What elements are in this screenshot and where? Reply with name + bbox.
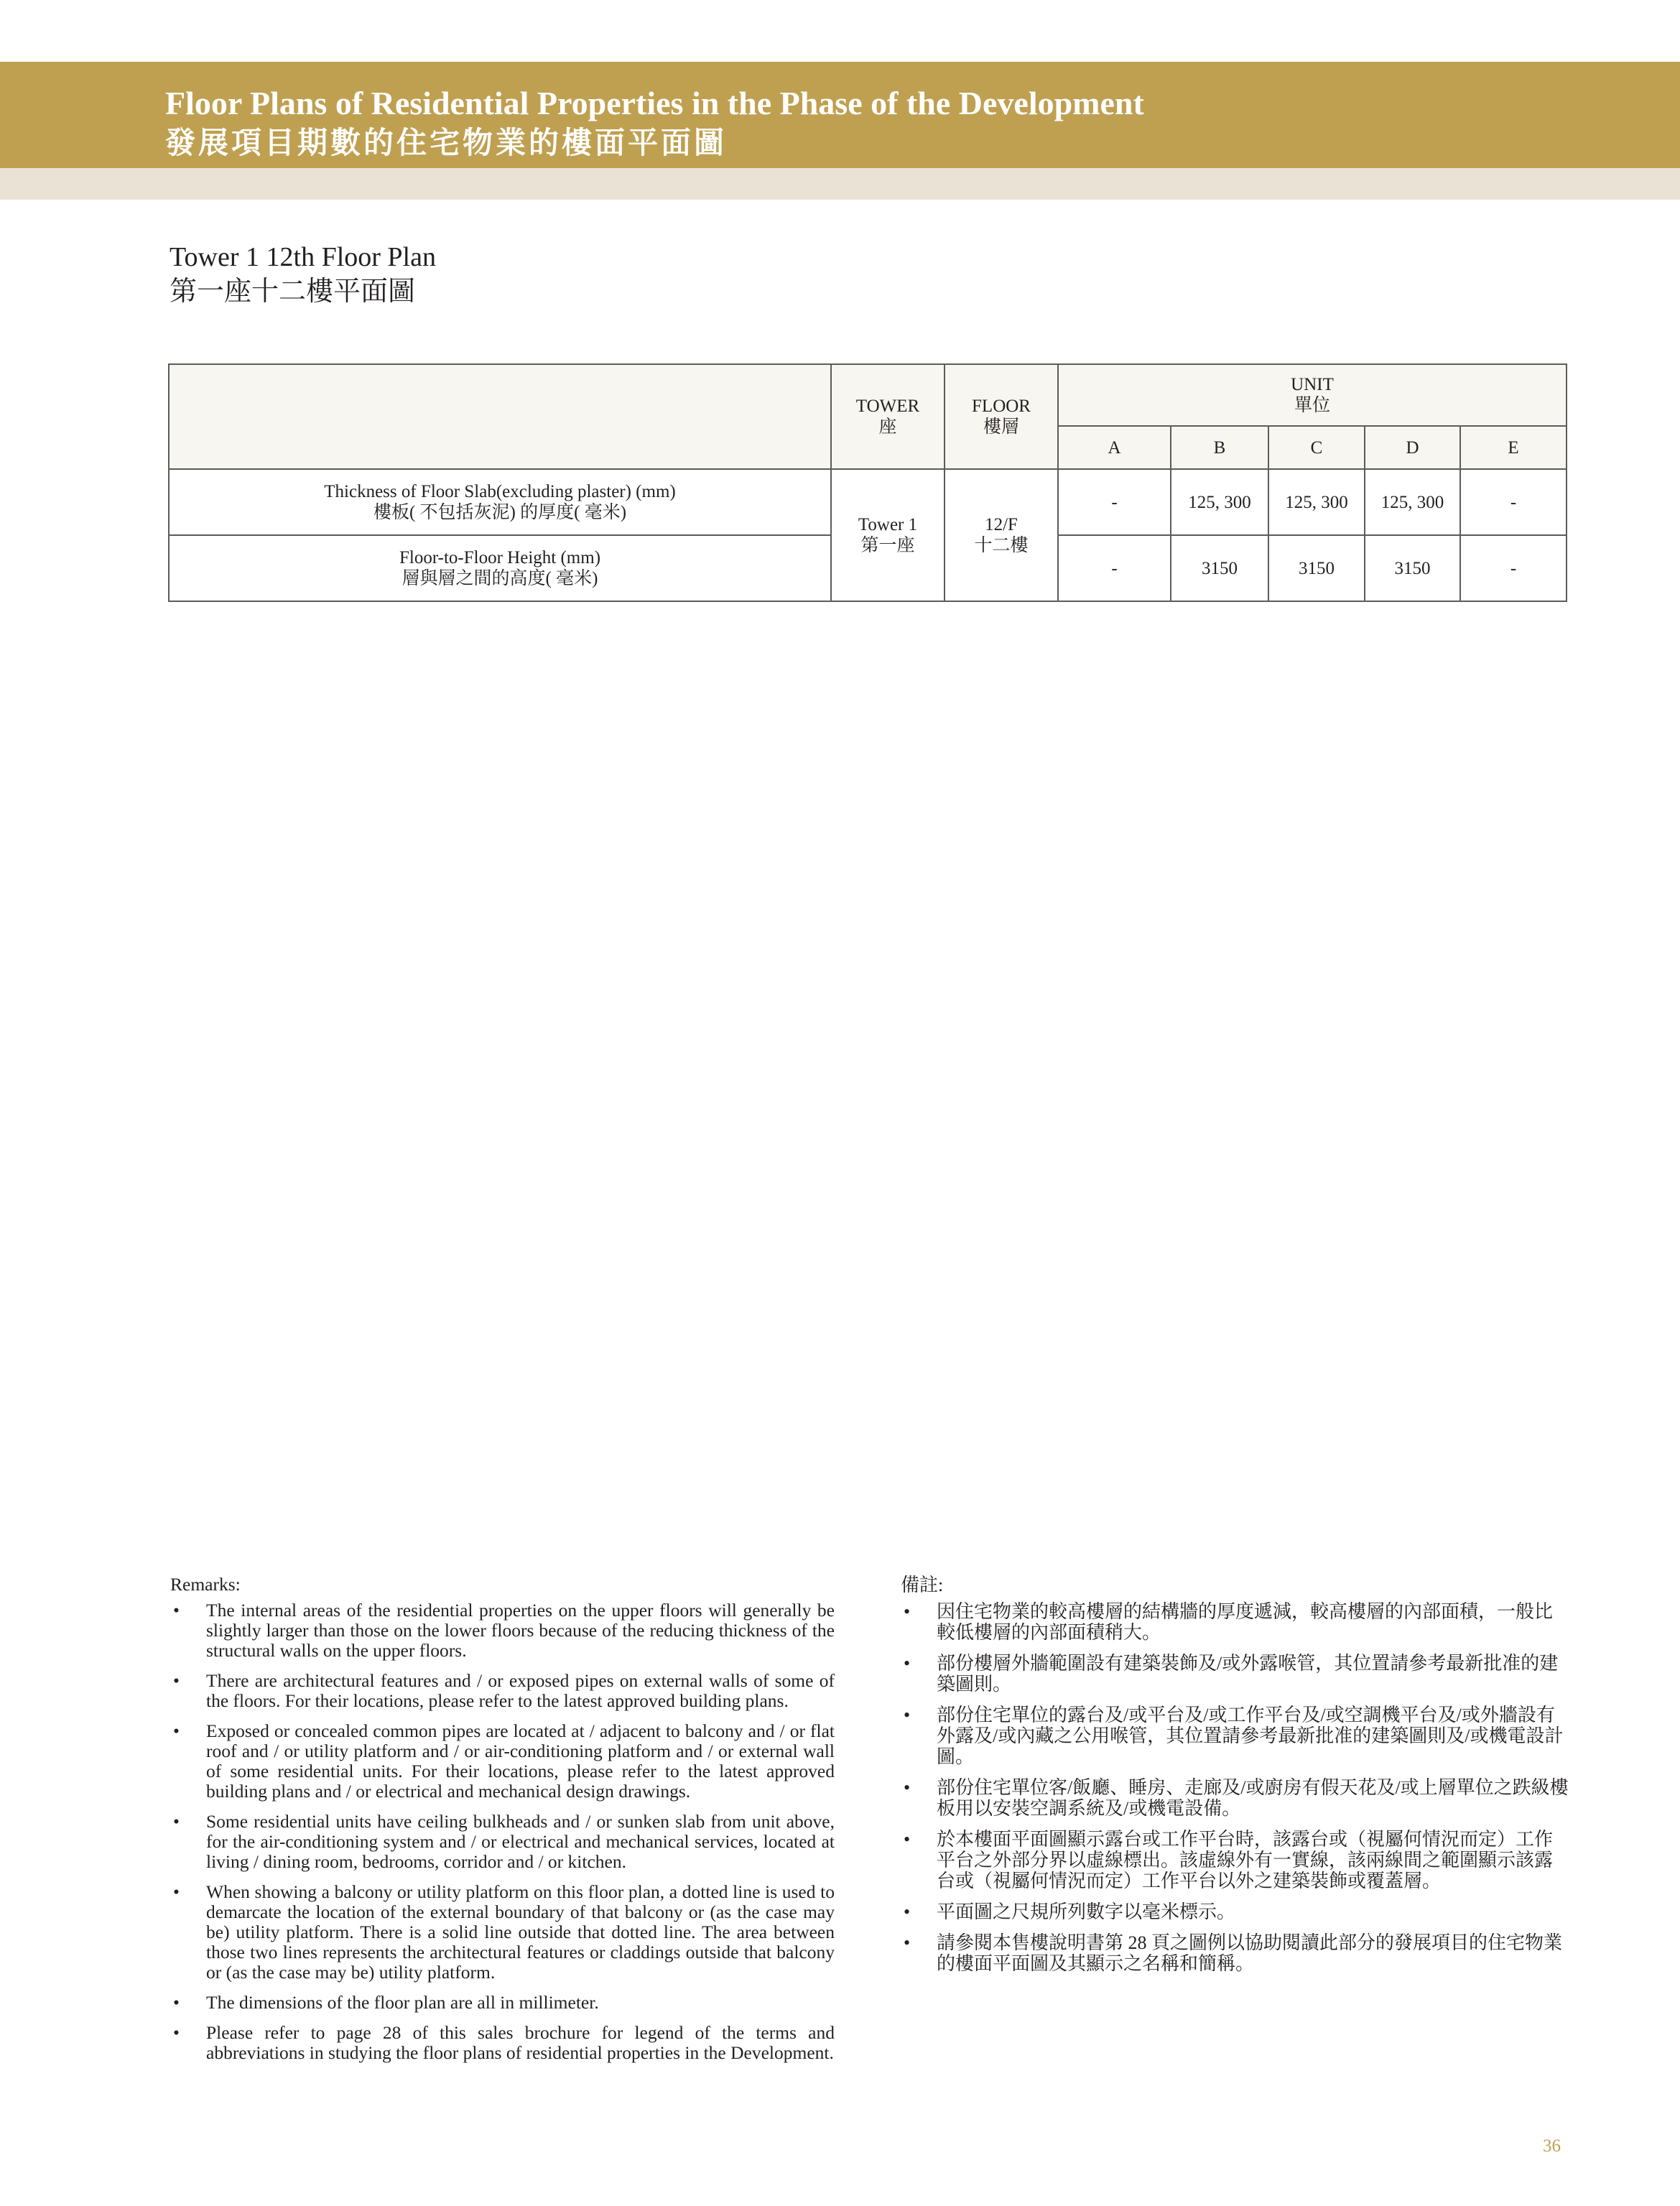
remark-text: 部份樓層外牆範圍設有建築裝飾及/或外露喉管，其位置請參考最新批准的建築圖則。 xyxy=(937,1653,1559,1695)
value-cell: 125, 300 xyxy=(1268,469,1365,535)
list-item xyxy=(170,1600,835,1661)
unit-d-header: D xyxy=(1365,426,1460,469)
page-number: 36 xyxy=(1543,2136,1561,2156)
remark-text: 請參閱本售樓說明書第 28 頁之圖例以協助閱讀此部分的發展項目的住宅物業的樓面平面圖及其顯示之名稱和簡稱。 xyxy=(937,1932,1563,1974)
remark-text: 平面圖之尺規所列數字以毫米標示。 xyxy=(937,1901,1236,1922)
value-cell: 3150 xyxy=(1365,535,1460,601)
value-cell: - xyxy=(1058,469,1171,535)
floor-spec-table xyxy=(168,363,1567,602)
remark-text: Exposed or concealed common pipes are located at / adjacent to balcony and / or flat roof and / or utility platform and / or air-conditioning platform and / or external wall of some residential units. For their locations, please refer to the latest approved building plans and / or electrical and mechanical design drawings. xyxy=(206,1720,835,1802)
floor-value-cell xyxy=(945,469,1058,601)
unit-c-header: C xyxy=(1268,426,1365,469)
value-cell: 3150 xyxy=(1268,535,1365,601)
plan-title xyxy=(170,240,436,309)
list-item xyxy=(901,1829,1569,1891)
bullet-icon: • xyxy=(173,1992,180,2013)
row-label-en: Floor-to-Floor Height (mm) xyxy=(399,548,601,567)
row-label-zh: 樓板( 不包括灰泥) 的厚度( 毫米) xyxy=(373,503,627,522)
list-item xyxy=(901,1901,1569,1922)
unit-a-header: A xyxy=(1058,426,1171,469)
table-corner-cell xyxy=(169,364,831,469)
list-item xyxy=(170,1812,835,1872)
tower-header xyxy=(831,364,945,469)
tower-value-cell xyxy=(831,469,945,601)
floor-header-zh: 樓層 xyxy=(983,417,1019,437)
bullet-icon: • xyxy=(904,1829,911,1850)
remarks-list-en xyxy=(170,1600,835,2063)
list-item xyxy=(901,1601,1569,1643)
unit-header-en: UNIT xyxy=(1291,375,1334,394)
list-item xyxy=(901,1653,1569,1695)
header-title-zh: 發展項目期數的住宅物業的樓面平面圖 xyxy=(165,127,728,160)
bullet-icon: • xyxy=(173,1720,180,1741)
list-item xyxy=(170,1882,835,1983)
list-item xyxy=(901,1932,1569,1974)
remark-text: The dimensions of the floor plan are all in millimeter. xyxy=(206,1992,599,2013)
table-row xyxy=(169,469,1567,535)
remark-text: The internal areas of the residential properties on the upper floors will generally be slightly larger than those on the lower floors because of the reducing thickness of the structural walls on the upper floors. xyxy=(206,1600,835,1661)
remark-text: 因住宅物業的較高樓層的結構牆的厚度遞減，較高樓層的內部面積，一般比較低樓層的內部面積稍大。 xyxy=(937,1601,1554,1643)
remark-text: When showing a balcony or utility platform on this floor plan, a dotted line is used to demarcate the location of the external boundary of that balcony or (as the case may be) utility platform. There is a solid line outside that dotted line. The area between those two lines represents the architectural features or claddings outside that balcony or (as the case may be) utility platform. xyxy=(206,1881,835,1983)
floor-header-en: FLOOR xyxy=(972,397,1031,416)
floor-value-en: 12/F xyxy=(985,515,1018,534)
tower-value-en: Tower 1 xyxy=(858,515,918,534)
value-cell: - xyxy=(1460,535,1567,601)
bullet-icon: • xyxy=(904,1653,911,1674)
list-item xyxy=(901,1705,1569,1767)
remarks-zh xyxy=(901,1575,1569,1984)
row-label-slab xyxy=(169,469,831,535)
bullet-icon: • xyxy=(173,1811,180,1832)
floor-value-zh: 十二樓 xyxy=(974,536,1029,555)
value-cell: - xyxy=(1058,535,1171,601)
unit-header-zh: 單位 xyxy=(1294,396,1330,415)
remark-text: Some residential units have ceiling bulkheads and / or sunken slab from unit above, for the air-conditioning system and / or electrical and mechanical services, located at living / dining room, bedrooms, corridor and / or kitchen. xyxy=(206,1811,835,1872)
list-item xyxy=(901,1777,1569,1819)
plan-title-zh: 第一座十二樓平面圖 xyxy=(170,277,416,307)
header-strip xyxy=(0,168,1680,200)
remarks-list-zh xyxy=(901,1601,1569,1974)
plan-title-en: Tower 1 12th Floor Plan xyxy=(170,242,436,272)
row-label-en: Thickness of Floor Slab(excluding plaster) (mm) xyxy=(324,482,676,501)
remark-text: There are architectural features and / or exposed pipes on external walls of some of the floors. For their locations, please refer to the latest approved building plans. xyxy=(206,1670,835,1711)
bullet-icon: • xyxy=(173,2022,180,2043)
header-title-en: Floor Plans of Residential Properties in the Phase of the Development xyxy=(165,85,1144,121)
value-cell: - xyxy=(1460,469,1567,535)
bullet-icon: • xyxy=(173,1670,180,1691)
list-item xyxy=(170,1721,835,1802)
bullet-icon: • xyxy=(904,1901,911,1922)
bullet-icon: • xyxy=(904,1777,911,1798)
unit-b-header: B xyxy=(1171,426,1268,469)
value-cell: 125, 300 xyxy=(1365,469,1460,535)
tower-header-en: TOWER xyxy=(855,397,920,416)
unit-e-header: E xyxy=(1460,426,1567,469)
remarks-heading-zh: 備註: xyxy=(901,1575,944,1595)
list-item xyxy=(170,1671,835,1711)
remarks-heading-en: Remarks: xyxy=(170,1574,241,1595)
remark-text: 部份住宅單位客/飯廳、睡房、走廊及/或廚房有假天花及/或上層單位之跌級樓板用以安裝空調系統及/或機電設備。 xyxy=(937,1777,1569,1819)
bullet-icon: • xyxy=(904,1932,911,1953)
row-label-height xyxy=(169,535,831,601)
remark-text: Please refer to page 28 of this sales brochure for legend of the terms and abbreviations in studying the floor plans of residential properties in the Development. xyxy=(206,2022,835,2063)
tower-value-zh: 第一座 xyxy=(860,536,915,555)
floor-header xyxy=(945,364,1058,469)
bullet-icon: • xyxy=(904,1705,911,1725)
remark-text: 於本樓面平面圖顯示露台或工作平台時，該露台或（視屬何情況而定）工作平台之外部分界以虛線標出。該虛線外有一實線，該兩線間之範圍顯示該露台或（視屬何情況而定）工作平台以外之建築裝飾或覆蓋層。 xyxy=(937,1829,1554,1891)
value-cell: 3150 xyxy=(1171,535,1268,601)
value-cell: 125, 300 xyxy=(1171,469,1268,535)
remark-text: 部份住宅單位的露台及/或平台及/或工作平台及/或空調機平台及/或外牆設有外露及/或內藏之公用喉管，其位置請參考最新批准的建築圖則及/或機電設計圖。 xyxy=(937,1705,1564,1767)
row-label-zh: 層與層之間的高度( 毫米) xyxy=(402,569,598,588)
list-item xyxy=(170,2023,835,2063)
list-item xyxy=(170,1993,835,2013)
bullet-icon: • xyxy=(904,1601,911,1622)
unit-header xyxy=(1058,364,1567,426)
remarks-en xyxy=(170,1575,835,2073)
bullet-icon: • xyxy=(173,1600,180,1621)
bullet-icon: • xyxy=(173,1881,180,1902)
tower-header-zh: 座 xyxy=(878,417,897,437)
